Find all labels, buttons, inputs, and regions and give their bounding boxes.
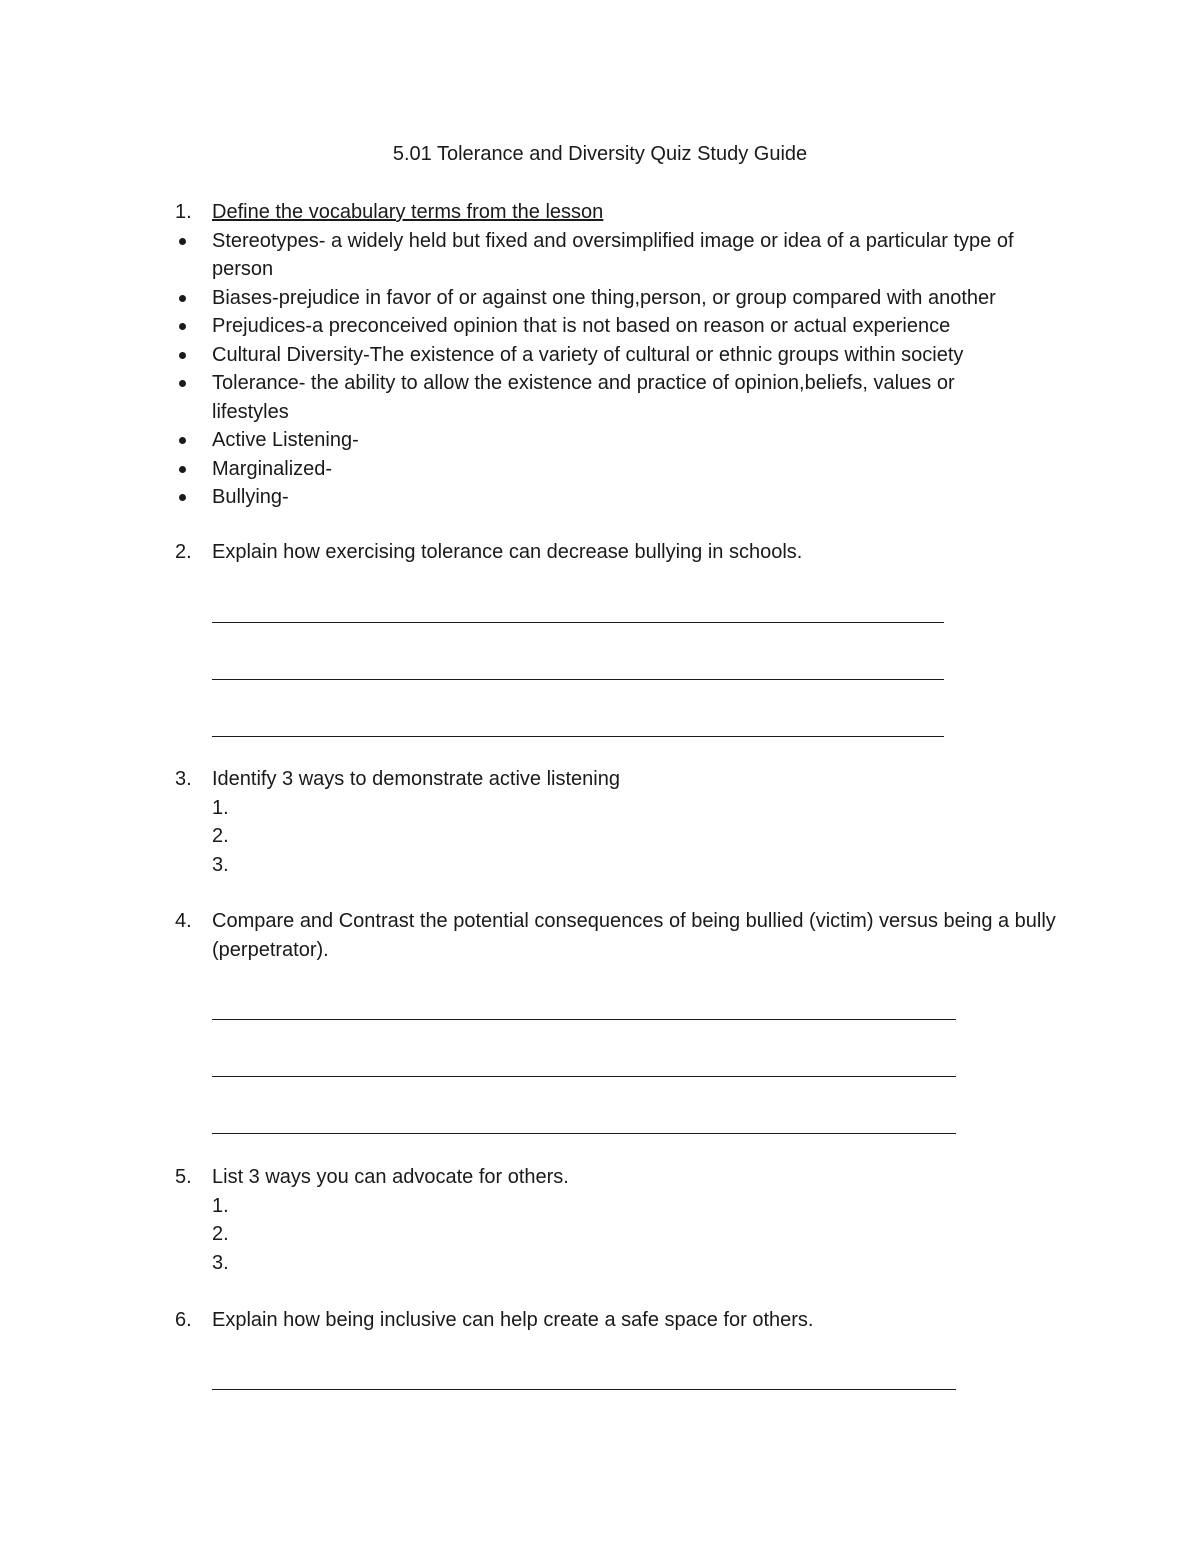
question-4-number: 4.	[175, 910, 192, 932]
question-4-text: Compare and Contrast the potential consequences of being bullied (victim) versus being a bully (perpetrator).	[212, 910, 1056, 961]
answer-item-3: 3.	[212, 1251, 229, 1274]
list-item	[175, 483, 1075, 512]
list-item	[175, 227, 1075, 284]
question-3-text: Identify 3 ways to demonstrate active listening	[212, 768, 620, 790]
answer-item-2: 2.	[212, 1223, 229, 1245]
answer-line	[212, 622, 944, 623]
bullet-icon	[175, 312, 212, 341]
list-item	[175, 426, 1075, 455]
term-prejudices: Prejudices-a preconceived opinion that is not based on reason or actual experience	[212, 315, 951, 337]
question-3-number: 3.	[175, 768, 192, 790]
question-5-number: 5.	[175, 1166, 192, 1188]
question-5	[175, 1163, 1075, 1277]
answer-item-2: 2.	[212, 825, 229, 847]
bullet-icon	[175, 483, 212, 512]
answer-item-1: 1.	[212, 796, 229, 819]
list-item	[175, 341, 1075, 370]
term-cultural-diversity: Cultural Diversity-The existence of a variety of cultural or ethnic groups within society	[212, 343, 964, 366]
question-3	[175, 765, 1075, 879]
term-active-listening: Active Listening-	[212, 429, 359, 451]
answer-line	[212, 736, 944, 737]
bullet-icon	[175, 284, 212, 313]
question-6-number: 6.	[175, 1309, 192, 1331]
answer-line	[212, 1389, 956, 1390]
term-marginalized: Marginalized-	[212, 457, 333, 480]
bullet-icon	[175, 426, 212, 455]
answer-line	[212, 1019, 956, 1020]
question-2-text: Explain how exercising tolerance can decrease bullying in schools.	[212, 541, 803, 563]
question-1-text: Define the vocabulary terms from the lesson	[212, 201, 604, 223]
question-1-number: 1.	[175, 201, 192, 223]
bullet-icon	[175, 455, 212, 484]
question-5-text: List 3 ways you can advocate for others.	[212, 1166, 569, 1188]
list-item	[175, 284, 1075, 313]
question-6-text: Explain how being inclusive can help create a safe space for others.	[212, 1309, 814, 1331]
question-1	[175, 198, 1075, 512]
list-item	[175, 312, 1075, 341]
answer-line	[212, 1076, 956, 1077]
term-bullying: Bullying-	[212, 486, 289, 508]
list-item	[175, 455, 1075, 484]
page-title: 5.01 Tolerance and Diversity Quiz Study Guide	[392, 143, 808, 165]
term-stereotypes: Stereotypes- a widely held but fixed and oversimplified image or idea of a particular type of person	[212, 229, 1014, 280]
question-6	[175, 1306, 1075, 1335]
answer-item-3: 3.	[212, 853, 229, 876]
bullet-icon	[175, 227, 212, 256]
bullet-icon	[175, 341, 212, 370]
bullet-icon	[175, 369, 212, 398]
question-2	[175, 538, 1075, 567]
list-item	[175, 369, 1075, 426]
term-tolerance: Tolerance- the ability to allow the existence and practice of opinion,beliefs, values or lifestyles	[212, 372, 955, 423]
answer-line	[212, 679, 944, 680]
answer-item-1: 1.	[212, 1194, 229, 1217]
term-biases: Biases-prejudice in favor of or against one thing,person, or group compared with another	[212, 286, 996, 309]
question-2-number: 2.	[175, 541, 192, 563]
question-4	[175, 907, 1075, 964]
answer-line	[212, 1133, 956, 1134]
